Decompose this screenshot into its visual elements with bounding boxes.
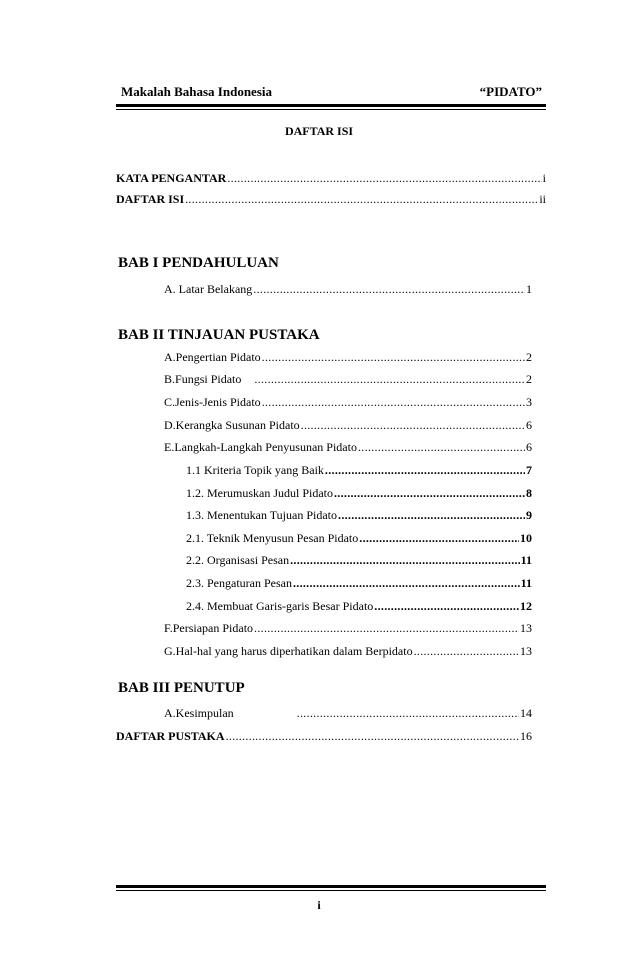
toc-entry-daftar-pustaka[interactable] (116, 729, 532, 744)
toc-entry-label: 1.2. Merumuskan Judul Pidato (186, 486, 333, 500)
toc-entry-label: Pengertian Pidato (175, 350, 261, 364)
chapter-heading-bab-1: BAB I PENDAHULUAN (118, 255, 279, 271)
toc-entry-label: DAFTAR ISI (116, 192, 185, 206)
leader-dots (325, 463, 525, 478)
leader-dots (262, 395, 525, 410)
footer-rule (116, 885, 546, 888)
header-right-title: “PIDATO” (479, 84, 542, 99)
leader-dots (293, 576, 520, 591)
toc-entry-page: 6 (526, 418, 532, 432)
toc-entry-pengertian-pidato[interactable] (164, 350, 532, 365)
toc-entry-page: 11 (520, 553, 532, 567)
toc-entry-kerangka-susunan-pidato[interactable] (164, 418, 532, 433)
toc-entry-label: 1.1 Kriteria Topik yang Baik (186, 463, 324, 477)
toc-entry-label: Langkah-Langkah Penyusunan Pidato (174, 440, 357, 454)
toc-entry-label: KATA PENGANTAR (116, 171, 227, 185)
toc-subentry-teknik-menyusun-pesan[interactable] (186, 531, 532, 546)
toc-entry-hal-hal-berpidato[interactable] (164, 644, 532, 659)
list-marker: A. (164, 706, 176, 720)
toc-entry-latar-belakang[interactable] (164, 282, 532, 297)
leader-dots (358, 440, 525, 455)
chapter-heading-bab-3: BAB III PENUTUP (118, 680, 245, 696)
leader-dots (253, 282, 525, 297)
leader-dots (290, 553, 520, 568)
list-marker: B. (164, 372, 176, 386)
header-left-title: Makalah Bahasa Indonesia (121, 84, 272, 99)
footer-rule-thin (116, 890, 546, 891)
list-marker: D. (164, 418, 176, 432)
leader-dots (374, 599, 519, 614)
header-rule-thin (116, 109, 546, 110)
leader-dots (334, 486, 525, 501)
leader-dots (262, 350, 525, 365)
toc-entry-page: i (542, 171, 546, 185)
leader-dots (297, 706, 519, 721)
chapter-heading-bab-2: BAB II TINJAUAN PUSTAKA (118, 327, 320, 343)
toc-entry-fungsi-pidato[interactable] (164, 372, 532, 387)
page-header (118, 84, 546, 102)
toc-subentry-pengaturan-pesan[interactable] (186, 576, 532, 591)
list-marker: A. (164, 350, 176, 364)
toc-entry-page: 16 (520, 729, 532, 743)
toc-entry-jenis-jenis-pidato[interactable] (164, 395, 532, 410)
toc-entry-page: 12 (520, 599, 532, 613)
toc-title: DAFTAR ISI (284, 124, 354, 138)
list-marker: F. (164, 621, 173, 635)
page-number: i (317, 898, 321, 912)
toc-entry-label: 1.3. Menentukan Tujuan Pidato (186, 508, 338, 522)
toc-entry-page: 13 (520, 644, 532, 658)
toc-entry-kesimpulan[interactable] (164, 706, 532, 721)
toc-entry-label: 2.4. Membuat Garis-garis Besar Pidato (186, 599, 374, 613)
leader-dots (338, 508, 525, 523)
leader-dots (226, 729, 519, 744)
toc-entry-page: 8 (526, 486, 532, 500)
toc-entry-label: Fungsi Pidato (175, 372, 242, 386)
toc-subentry-garis-besar-pidato[interactable] (186, 599, 532, 614)
toc-subentry-kriteria-topik[interactable] (186, 463, 532, 478)
toc-subentry-menentukan-tujuan[interactable] (186, 508, 532, 523)
toc-entry-label: Kerangka Susunan Pidato (175, 418, 300, 432)
toc-entry-page: 10 (520, 531, 532, 545)
toc-entry-page: 7 (526, 463, 532, 477)
leader-dots (227, 171, 541, 186)
toc-entry-langkah-penyusunan-pidato[interactable] (164, 440, 532, 455)
toc-entry-label: Jenis-Jenis Pidato (175, 395, 261, 409)
toc-entry-persiapan-pidato[interactable] (164, 621, 532, 636)
toc-entry-label: 2.1. Teknik Menyusun Pesan Pidato (186, 531, 359, 545)
toc-entry-label: Kesimpulan (175, 706, 234, 720)
leader-dots (414, 644, 519, 659)
toc-entry-page: 11 (520, 576, 532, 590)
leader-dots (301, 418, 525, 433)
toc-entry-label: Hal-hal yang harus diperhatikan dalam Berpidato (175, 644, 413, 658)
toc-entry-page: ii (539, 192, 546, 206)
toc-entry-page: 14 (520, 706, 532, 720)
leader-dots (185, 192, 538, 207)
list-marker: C. (164, 395, 176, 409)
leader-dots (254, 372, 525, 387)
toc-entry-page: 1 (526, 282, 532, 296)
toc-entry-page: 2 (526, 350, 532, 364)
toc-entry-page: 6 (526, 440, 532, 454)
toc-entry-page: 9 (526, 508, 532, 522)
toc-entry-label: 2.3. Pengaturan Pesan (186, 576, 292, 590)
toc-entry-label: A. Latar Belakang (164, 282, 253, 296)
toc-entry-daftar-isi[interactable] (116, 192, 546, 207)
toc-entry-label: 2.2. Organisasi Pesan (186, 553, 290, 567)
toc-entry-page: 2 (526, 372, 532, 386)
toc-entry-page: 3 (526, 395, 532, 409)
leader-dots (359, 531, 519, 546)
header-rule (116, 104, 546, 107)
toc-subentry-merumuskan-judul[interactable] (186, 486, 532, 501)
list-marker: G. (164, 644, 176, 658)
list-marker: E. (164, 440, 175, 454)
toc-entry-label: DAFTAR PUSTAKA (116, 729, 225, 743)
leader-dots (254, 621, 519, 636)
toc-entry-page: 13 (520, 621, 532, 635)
toc-entry-label: Persiapan Pidato (172, 621, 254, 635)
toc-subentry-organisasi-pesan[interactable] (186, 553, 532, 568)
toc-entry-kata-pengantar[interactable] (116, 171, 546, 186)
